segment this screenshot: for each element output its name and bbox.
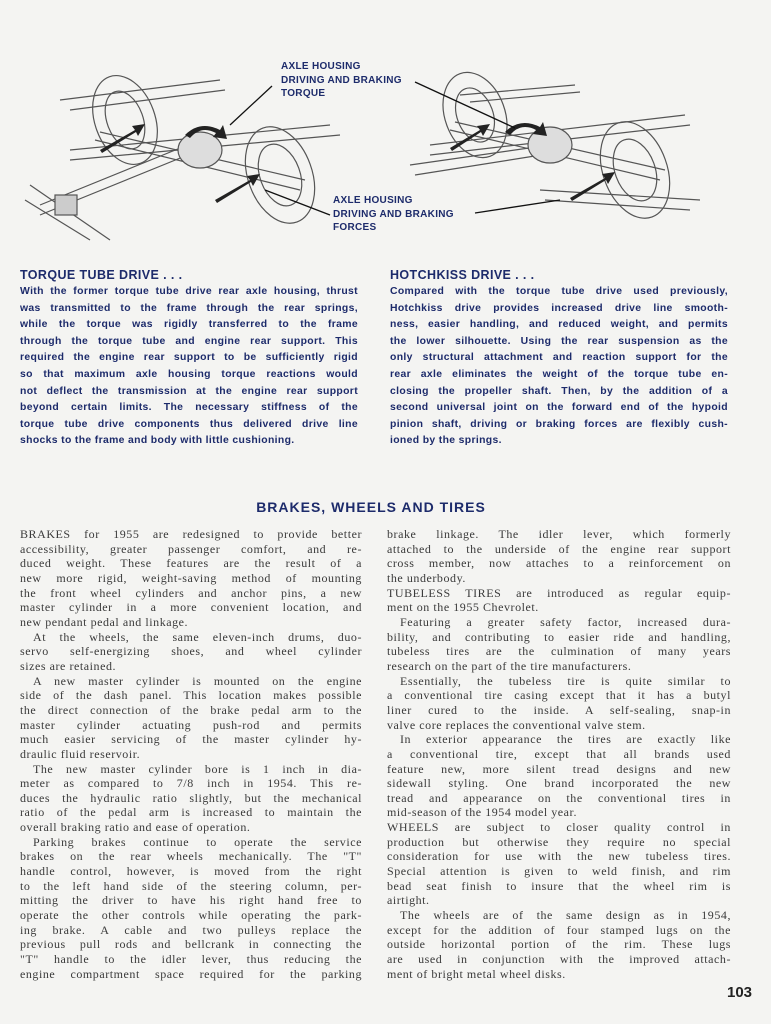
text-line: liner cured to the inside. A self-sealing, snap-in — [387, 702, 731, 717]
text-line: operate the other controls while operating the park- — [20, 908, 362, 923]
text-line: mid-season of the 1954 model year. — [387, 805, 577, 820]
text-line: the front wheel cylinders and anchor pins, a new — [20, 585, 362, 600]
text-line: TUBELESS TIRES are introduced as regular equip- — [387, 585, 731, 600]
text-line: Featuring a greater safety factor, increased dura- — [400, 614, 731, 629]
text-line: draulic fluid reservoir. — [20, 746, 141, 761]
label-line: FORCES — [333, 222, 377, 233]
text-line: master cylinder in a more convenient location, and — [20, 600, 362, 615]
page-number: 103 — [727, 984, 753, 1001]
text-line: The new master cylinder bore is 1 inch in dia- — [33, 761, 362, 776]
hotchkiss-body — [390, 284, 728, 450]
text-line: accessibility, greater passenger comfort, and re- — [20, 541, 362, 556]
text-line: outside horizontal portion of the rim. These lugs — [387, 937, 731, 952]
text-line: BRAKES for 1955 are redesigned to provide better — [20, 527, 362, 541]
text-line: new pendant pedal and linkage. — [20, 614, 189, 629]
text-line: The wheels are of the same design as in 1954, — [400, 908, 731, 923]
text-line: consideration for use with the new tubeless tires. — [387, 849, 731, 864]
text-line: Hotchkiss drive provides increased drive line smooth- — [390, 302, 728, 314]
text-line: servo self-energizing shoes, and wheel cylinder — [20, 644, 362, 659]
paragraph — [387, 586, 731, 615]
text-line: cross member, now attaches to a reinforcement on — [387, 556, 731, 571]
text-line: previous pull rods and bellcrank in connecting the — [20, 937, 362, 952]
paragraph — [20, 762, 362, 835]
text-line: ment on the 1955 Chevrolet. — [387, 600, 539, 615]
text-line: only structural attachment and reaction support for the — [390, 352, 728, 364]
left-column — [20, 527, 362, 981]
text-line: In exterior appearance the tires are exactly like — [400, 732, 731, 747]
text-line: side of the dash panel. This location makes possible — [20, 688, 362, 703]
text-line: closing the propeller shaft. Then, by the addition of a — [390, 385, 728, 397]
label-line: AXLE HOUSING — [333, 195, 413, 206]
label-line: DRIVING AND BRAKING — [333, 208, 454, 220]
paragraph — [387, 908, 731, 981]
text-line: master cylinder actuating push-rod and permits — [20, 717, 362, 732]
paragraph — [20, 835, 362, 982]
paragraph — [387, 820, 731, 908]
text-line: to the left hand side of the steering column, per- — [20, 878, 362, 893]
paragraph — [387, 615, 731, 674]
text-line: the direct connection of the brake pedal arm to the — [20, 702, 362, 717]
text-line: ment of bright metal wheel disks. — [387, 966, 566, 981]
diagram-label-top — [281, 60, 402, 101]
text-line: duces the hydraulic ratio slightly, but the mechanical — [20, 790, 362, 805]
text-line: duced weight. These features are the result of a — [20, 556, 362, 571]
text-line: not deflect the transmission at the engine rear support — [20, 385, 358, 397]
text-line: new more rigid, weight-saving method of mounting — [20, 570, 362, 585]
text-line: ioned by the springs. — [390, 435, 502, 447]
label-line: TORQUE — [281, 88, 326, 99]
text-line: the underbody. — [387, 570, 466, 585]
text-line: much easier servicing of the master cylinder hy- — [20, 732, 362, 747]
text-line: are used in conjunction with the improved attach- — [387, 952, 731, 967]
text-line: pinion shaft, driving or braking forces are flexibly cush- — [390, 418, 728, 430]
text-line: Special attention is given to weld finish, and rim — [387, 864, 731, 879]
paragraph — [20, 630, 362, 674]
text-line: a conventional tire casing except that it has a butyl — [387, 688, 731, 703]
text-line: "T" handle to the idler lever, thus reducing the — [20, 952, 362, 967]
text-line: feature new, more silent tread designs and new — [387, 761, 731, 776]
text-line: tread and appearance on the conventional tires in — [387, 790, 731, 805]
hotchkiss-heading: HOTCHKISS DRIVE . . . — [390, 268, 535, 282]
text-line: required the engine rear support to be sufficiently rigid — [20, 352, 358, 364]
diagram-label-bottom — [333, 194, 454, 235]
torque-tube-body — [20, 284, 358, 450]
text-line: a conventional tire, except that all brands used — [387, 746, 731, 761]
hotchkiss-section — [390, 268, 728, 450]
text-line: so that maximum axle housing torque reactions would — [20, 368, 358, 380]
paragraph — [387, 732, 731, 820]
text-line: second universal joint on the forward end of the hypoid — [390, 402, 728, 414]
text-line: ing brake. A cable and two pulleys replace the — [20, 922, 362, 937]
text-line: meter as compared to 7/8 inch in 1954. This re- — [20, 776, 362, 791]
text-line: A new master cylinder is mounted on the engine — [33, 673, 362, 688]
text-line: overall braking ratio and ease of operation. — [20, 820, 251, 835]
paragraph — [20, 674, 362, 762]
text-line: ratio of the pedal arm is increased to maintain the — [20, 805, 362, 820]
text-line: torque tube drive components thus delivered drive line — [20, 418, 358, 430]
text-line: beyond certain limits. The necessary stiffness of the — [20, 402, 358, 414]
text-line: except for the addition of four stamped lugs on the — [387, 922, 731, 937]
text-line: tubeless tires are the culmination of many years — [387, 644, 731, 659]
text-line: Essentially, the tubeless tire is quite similar to — [400, 673, 731, 688]
text-line: With the former torque tube drive rear axle housing, thrust — [20, 286, 358, 297]
text-line: At the wheels, the same eleven-inch drums, duo- — [33, 629, 362, 644]
text-line: WHEELS are subject to closer quality control in — [387, 820, 731, 835]
text-line: bead seat finish to insure that the wheel rim is — [387, 878, 731, 893]
text-line: Compared with the torque tube drive used previously, — [390, 286, 728, 297]
text-line: production but otherwise they require no special — [387, 834, 731, 849]
text-line: bility, and contributing to easier ride and handling, — [387, 629, 731, 644]
text-line: through the torque tube and engine rear support. This — [20, 335, 358, 347]
label-line: DRIVING AND BRAKING — [281, 74, 402, 86]
text-line: the lower silhouette. Using the rear suspension as the — [390, 335, 728, 347]
torque-tube-heading: TORQUE TUBE DRIVE . . . — [20, 268, 183, 282]
text-line: attached to the underside of the engine rear support — [387, 541, 731, 556]
section-title: BRAKES, WHEELS AND TIRES — [256, 499, 486, 515]
text-line: brakes on the rear wheels mechanically. The "T" — [20, 849, 362, 864]
label-line: AXLE HOUSING — [281, 61, 361, 72]
right-column — [387, 527, 731, 981]
text-line: shocks to the frame and body with little cushioning. — [20, 435, 295, 447]
torque-tube-section — [20, 268, 358, 450]
text-line: engine compartment space required for the parking — [20, 966, 362, 981]
paragraph — [387, 674, 731, 733]
text-line: sidewall styling. One brand incorporated the new — [387, 776, 731, 791]
text-line: rear axle eliminates the weight of the torque tube en- — [390, 368, 728, 380]
text-line: valve core replaces the conventional valve stem. — [387, 717, 646, 732]
text-line: while the torque was rigidly transferred to the frame — [20, 319, 358, 331]
text-line: mitting the driver to have his right hand free to — [20, 893, 362, 908]
paragraph — [387, 527, 731, 586]
text-line: research on the part of the tire manufacturers. — [387, 658, 632, 673]
paragraph — [20, 527, 362, 630]
text-line: was transmitted to the frame through the rear springs, — [20, 302, 358, 314]
text-line: Parking brakes continue to operate the service — [33, 834, 362, 849]
text-line: ness, easier handling, and reduced weight, and permits — [390, 319, 728, 331]
text-line: handle control, however, is moved from the right — [20, 864, 362, 879]
text-line: sizes are retained. — [20, 658, 117, 673]
text-line: brake linkage. The idler lever, which formerly — [387, 527, 731, 541]
text-line: airtight. — [387, 893, 430, 908]
